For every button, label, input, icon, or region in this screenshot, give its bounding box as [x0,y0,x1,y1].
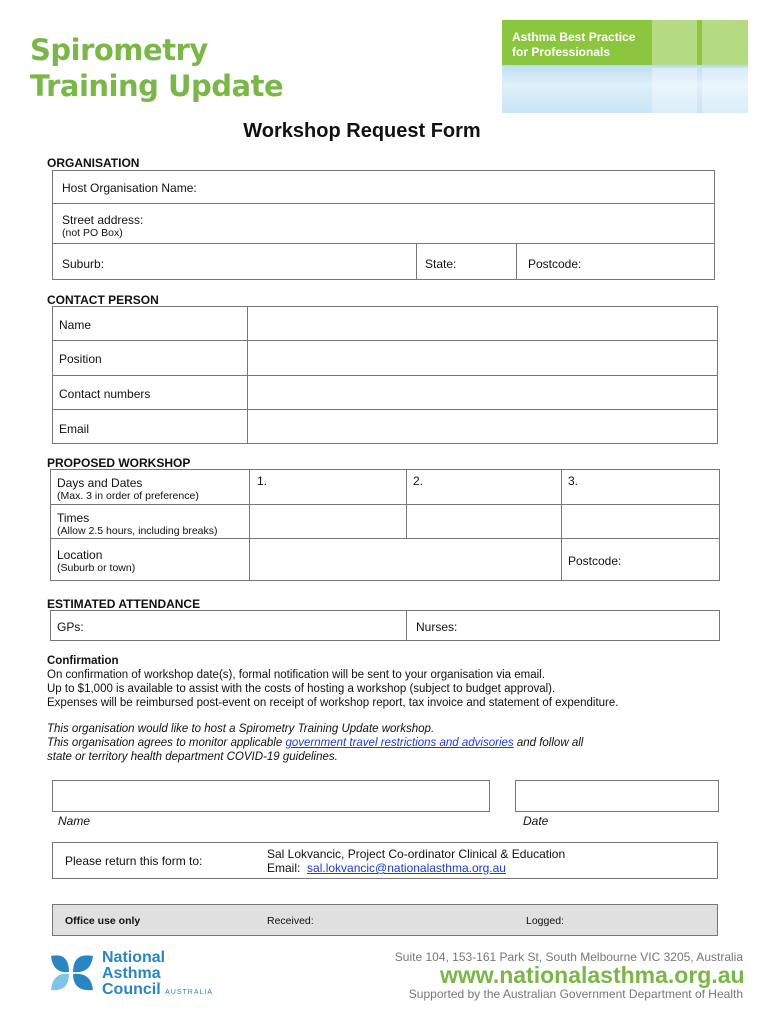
gps-label: GPs: [57,620,84,634]
contact-name-input[interactable] [249,307,717,340]
nurses-field[interactable] [407,611,719,640]
confirmation-line3: Expenses will be reimbursed post-event on receipt of workshop report, tax invoice and statement of expenditure. [47,697,619,709]
contact-name-label: Name [59,318,92,332]
nac-logo-icon [47,950,97,994]
contact-box [52,306,718,444]
days-label: Days and Dates [57,476,143,490]
location-input[interactable] [250,539,560,580]
contact-row-name [53,307,717,341]
office-use-box [52,904,718,936]
time-pref-3[interactable] [562,505,719,538]
date-pref-2-label: 2. [413,474,424,488]
contact-email-input[interactable] [249,410,717,443]
workshop-heading: PROPOSED WORKSHOP [47,456,191,470]
contact-email-label: Email [59,422,90,436]
confirmation-line2: Up to $1,000 is available to assist with the costs of hosting a workshop (subject to budget approval). [47,683,556,695]
postcode-label: Postcode: [528,257,582,271]
time-pref-1[interactable] [250,505,405,538]
contact-numbers-input[interactable] [249,376,717,409]
badge-text [512,30,635,60]
agreement-line2-post: and follow all [513,737,584,749]
contact-row-email [53,410,717,443]
host-name-label: Host Organisation Name: [62,181,197,195]
suburb-label: Suburb: [62,257,105,271]
street-label: Street address: [62,213,144,227]
office-use-label: Office use only [65,915,141,927]
organisation-box [52,170,715,280]
state-label: State: [425,257,457,271]
confirmation-line1: On confirmation of workshop date(s), formal notification will be sent to your organisation via email. [47,669,545,681]
nac-wordmark [102,950,213,1001]
contact-row-position [53,341,717,376]
travel-advisories-link[interactable]: government travel restrictions and advisories [285,737,514,749]
days-note: (Max. 3 in order of preference) [57,490,199,502]
nac-word-3 [102,982,213,1001]
office-logged-label: Logged: [526,915,564,927]
footer-support: Supported by the Australian Government Department of Health [408,987,743,1001]
location-postcode-field[interactable] [562,539,719,580]
return-label: Please return this form to: [65,854,203,868]
state-field[interactable] [417,244,517,279]
confirmation-heading: Confirmation [47,655,119,667]
nac-word-1: National [102,949,166,966]
return-box [52,842,718,879]
gps-field[interactable] [51,611,407,640]
badge-line2: for Professionals [512,45,611,59]
agreement-text [47,722,583,764]
return-email-row [267,861,506,875]
signature-date-input[interactable] [515,780,719,812]
date-pref-1[interactable] [250,470,405,504]
footer-address: Suite 104, 153-161 Park St, South Melbourne VIC 3205, Australia [394,950,743,964]
nac-country: AUSTRALIA [165,989,214,996]
organisation-heading: ORGANISATION [47,156,140,170]
suburb-field[interactable] [53,244,417,279]
location-label: Location [57,548,103,562]
agreement-line2-pre: This organisation agrees to monitor applicable [47,737,286,749]
contact-row-numbers [53,376,717,410]
attendance-heading: ESTIMATED ATTENDANCE [47,597,201,611]
signature-date-label: Date [523,814,549,828]
return-email-link[interactable]: sal.lokvancic@nationalasthma.org.au [307,861,506,875]
attendance-box [50,610,720,641]
nurses-label: Nurses: [416,620,458,634]
date-pref-3-label: 3. [568,474,579,488]
agreement-line1: This organisation would like to host a Spirometry Training Update workshop. [47,723,435,735]
signature-name-input[interactable] [52,780,490,812]
agreement-line2 [47,736,583,750]
nac-word-2: Asthma [102,965,161,982]
date-pref-1-label: 1. [257,474,268,488]
date-pref-2[interactable] [407,470,560,504]
agreement-line3: state or territory health department COVID-19 guidelines. [47,751,338,763]
postcode-field[interactable] [517,244,714,279]
badge-line1: Asthma Best Practice [512,30,636,44]
location-postcode-label: Postcode: [568,554,622,568]
return-contact: Sal Lokvancic, Project Co-ordinator Clinical & Education [267,847,566,861]
contact-heading: CONTACT PERSON [47,293,159,307]
nac-word-3-text: Council [102,981,161,998]
footer-url[interactable]: www.nationalasthma.org.au [440,962,745,988]
time-pref-2[interactable] [407,505,560,538]
street-note: (not PO Box) [62,227,123,239]
confirmation-section [47,654,618,710]
signature-name-label: Name [58,814,91,828]
contact-position-label: Position [59,352,102,366]
host-name-field[interactable] [53,171,714,204]
times-note: (Allow 2.5 hours, including breaks) [57,525,218,537]
times-label: Times [57,511,90,525]
contact-position-input[interactable] [249,341,717,375]
doc-title-line2: Training Update [30,69,284,103]
location-note: (Suburb or town) [57,562,136,574]
form-title: Workshop Request Form [243,120,481,142]
office-received-label: Received: [267,915,314,927]
return-email-prefix: Email: [267,861,308,875]
doc-title [30,32,283,104]
street-field[interactable] [53,204,714,244]
program-badge [502,20,748,113]
workshop-box [50,469,720,581]
doc-title-line1: Spirometry [30,33,208,67]
contact-numbers-label: Contact numbers [59,387,151,401]
date-pref-3[interactable] [562,470,719,504]
